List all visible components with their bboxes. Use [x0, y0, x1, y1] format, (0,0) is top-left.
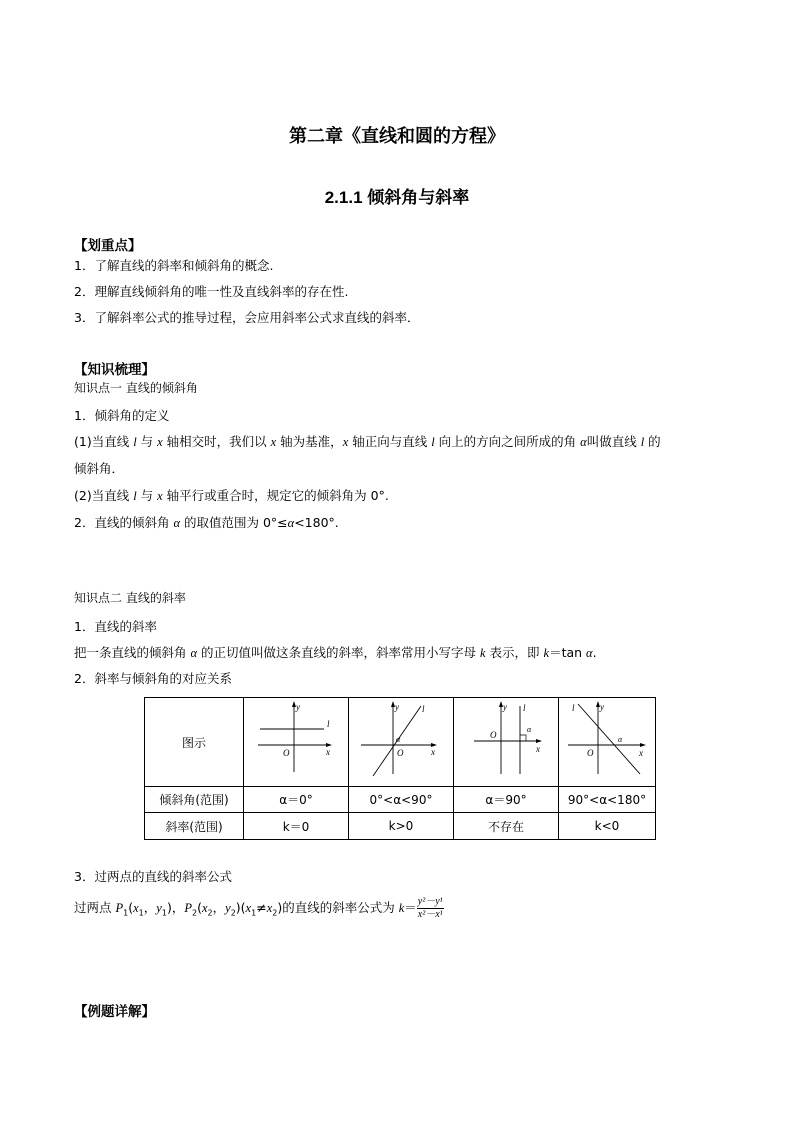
row-label-graph: 图示 [145, 698, 244, 787]
graph-label-alpha: α [396, 735, 401, 744]
angle-range: 2．直线的倾斜角 α 的取值范围为 0°≤α<180°. [74, 515, 339, 530]
slope-cell: k<0 [559, 813, 656, 840]
definition-paragraph-1-cont: 倾斜角． [74, 461, 125, 476]
knowledge-point-1-title: 知识点一 直线的倾斜角 [74, 381, 198, 395]
chapter-title: 第二章《直线和圆的方程》 [289, 126, 505, 147]
graph-label-o: O [490, 730, 497, 740]
definition-paragraph-1: (1)当直线 l 与 x 轴相交时，我们以 x 轴为基准，x 轴正向与直线 l 向上的方向之间所成的角 α叫做直线 l 的 [74, 434, 661, 449]
angle-cell: α＝90° [454, 787, 559, 813]
graph-label-y: y [296, 702, 300, 712]
graph-obtuse [559, 698, 656, 787]
relation-subtitle: 2．斜率与倾斜角的对应关系 [74, 671, 232, 686]
row-label-angle: 倾斜角(范围) [145, 787, 244, 813]
graph-label-o: O [397, 748, 404, 758]
graph-horizontal [244, 698, 349, 787]
slope-formula: 过两点 $P_1(x_1$，$y_1$)，$P_2(x_2$，$y_2)(x_1\ne x_2)$的直线的斜率公式为 k＝ $\frac{\text{y²－y¹}}{\text{x²－x¹}}$ [74, 896, 443, 920]
graph-label-x: x [431, 747, 435, 757]
key-points-heading: 【划重点】 [74, 238, 142, 254]
graph-label-y: y [395, 702, 399, 712]
slope-subtitle: 1．直线的斜率 [74, 619, 157, 634]
graph-label-o: O [587, 748, 594, 758]
graph-label-x: x [639, 748, 643, 758]
row-label-slope: 斜率(范围) [145, 813, 244, 840]
examples-heading: 【例题详解】 [74, 1004, 155, 1020]
graph-label-l: l [572, 703, 575, 713]
slope-cell: k＝0 [244, 813, 349, 840]
slope-fraction: $\frac{\text{y²－y¹}}{\text{x²－x¹}}$ [417, 896, 443, 920]
angle-cell: α＝0° [244, 787, 349, 813]
knowledge-heading: 【知识梳理】 [74, 362, 155, 378]
graph-acute [349, 698, 454, 787]
graph-label-o: O [283, 748, 290, 758]
graph-label-alpha: α [527, 725, 532, 734]
graph-label-y: y [503, 702, 507, 712]
graph-label-alpha: α [618, 735, 623, 744]
section-title: 2.1.1 倾斜角与斜率 [324, 188, 470, 207]
angle-cell: 90°<α<180° [559, 787, 656, 813]
definition-paragraph-2: (2)当直线 l 与 x 轴平行或重合时，规定它的倾斜角为 0°. [74, 488, 389, 503]
graph-label-y: y [600, 702, 604, 712]
slope-angle-table [144, 697, 656, 840]
graph-label-x: x [536, 744, 540, 754]
graph-vertical [454, 698, 559, 787]
slope-cell: k>0 [349, 813, 454, 840]
formula-subtitle: 3．过两点的直线的斜率公式 [74, 869, 232, 884]
graph-label-l: l [523, 703, 526, 713]
graph-label-l: l [327, 719, 330, 729]
definition-subtitle: 1．倾斜角的定义 [74, 408, 170, 423]
graph-label-x: x [326, 747, 330, 757]
knowledge-point-2-title: 知识点二 直线的斜率 [74, 591, 186, 605]
graph-label-l: l [422, 704, 425, 714]
key-point-item: 2．理解直线倾斜角的唯一性及直线斜率的存在性. [74, 284, 349, 299]
angle-cell: 0°<α<90° [349, 787, 454, 813]
key-point-item: 3．了解斜率公式的推导过程，会应用斜率公式求直线的斜率． [74, 310, 420, 325]
key-point-item: 1．了解直线的斜率和倾斜角的概念. [74, 258, 274, 273]
slope-definition: 把一条直线的倾斜角 α 的正切值叫做这条直线的斜率，斜率常用小写字母 k 表示，即 k＝tan α. [74, 645, 597, 660]
slope-cell: 不存在 [454, 813, 559, 840]
